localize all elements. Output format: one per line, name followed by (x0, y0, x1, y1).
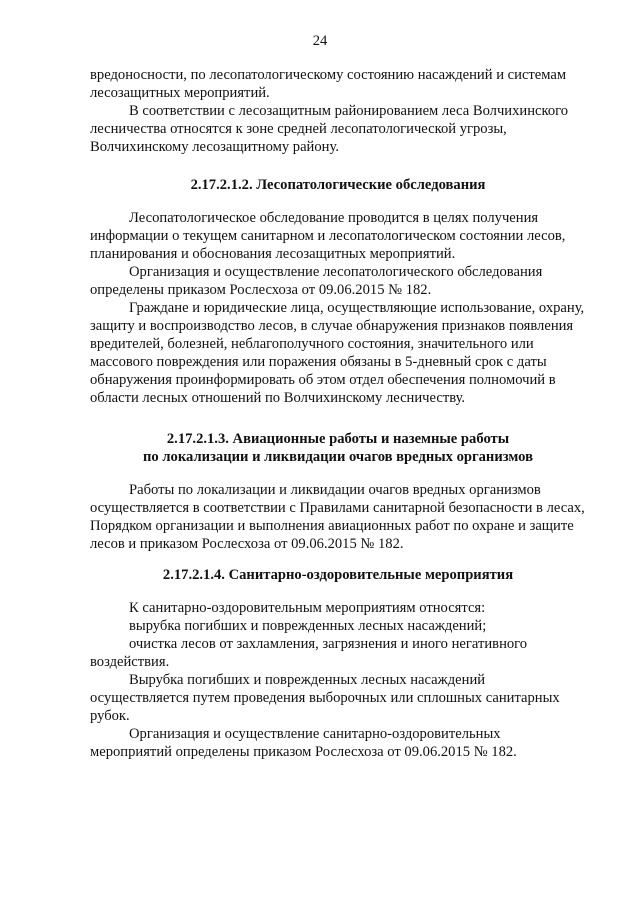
section-1-paragraph-1: Лесопатологическое обследование проводится в целях получения информации о текущем санитарном и лесопатологическом состоянии лесов, планирования и обоснования лесозащитных мероприятий. (90, 210, 566, 262)
section-2-title-line-2: по локализации и ликвидации очагов вредных организмов (143, 449, 533, 465)
section-2-body (90, 481, 586, 553)
section-3-paragraph-2: вырубка погибших и поврежденных лесных насаждений; (129, 618, 487, 634)
section-1-body (90, 209, 586, 407)
section-3-title: 2.17.2.1.4. Санитарно-оздоровительные мероприятия (162, 567, 514, 583)
section-1-paragraph-3: Граждане и юридические лица, осуществляющие использование, охрану, защиту и воспроизводство лесов, в случае обнаружения признаков появления вредителей, болезней, неблагополучного состояния, значительного или массового повреждения или поражения обязаны в 5-дневный срок с даты обнаружения проинформировать об этом отдел обеспечения полномочий в области лесных отношений по Волчихинскому лесничеству. (90, 300, 585, 406)
intro-paragraph-1: вредоносности, по лесопатологическому состоянию насаждений и системам лесозащитных мероприятий. (90, 67, 567, 101)
section-3-paragraph-5: Организация и осуществление санитарно-оздоровительных мероприятий определены приказом Рослесхоза от 09.06.2015 № 182. (90, 726, 517, 760)
section-1-paragraph-2: Организация и осуществление лесопатологического обследования определены приказом Рослесхоза от 09.06.2015 № 182. (90, 264, 543, 298)
section-3-paragraph-3: очистка лесов от захламления, загрязнения и иного негативного воздействия. (90, 636, 528, 670)
section-2-paragraph-1: Работы по локализации и ликвидации очагов вредных организмов осуществляется в соответствии с Правилами санитарной безопасности в лесах, Порядком организации и выполнения авиационных работ по охране и защите лесов и приказом Рослесхоза от 09.06.2015 № 182. (90, 482, 585, 552)
page-number: 24 (312, 33, 328, 49)
section-3-paragraph-4: Вырубка погибших и поврежденных лесных насаждений осуществляется путем проведения выборочных или сплошных санитарных рубок. (90, 672, 560, 724)
section-3-paragraph-1: К санитарно-оздоровительным мероприятиям относятся: (129, 600, 486, 616)
intro-paragraph-2: В соответствии с лесозащитным районированием леса Волчихинского лесничества относятся к зоне средней лесопатологической угрозы, Волчихинскому лесозащитному району. (90, 103, 569, 155)
intro-block (90, 66, 586, 156)
section-2-title (90, 430, 586, 466)
section-3-body (90, 599, 586, 761)
section-2-title-line-1: 2.17.2.1.3. Авиационные работы и наземные работы (166, 431, 510, 447)
section-1-title: 2.17.2.1.2. Лесопатологические обследования (190, 177, 486, 193)
